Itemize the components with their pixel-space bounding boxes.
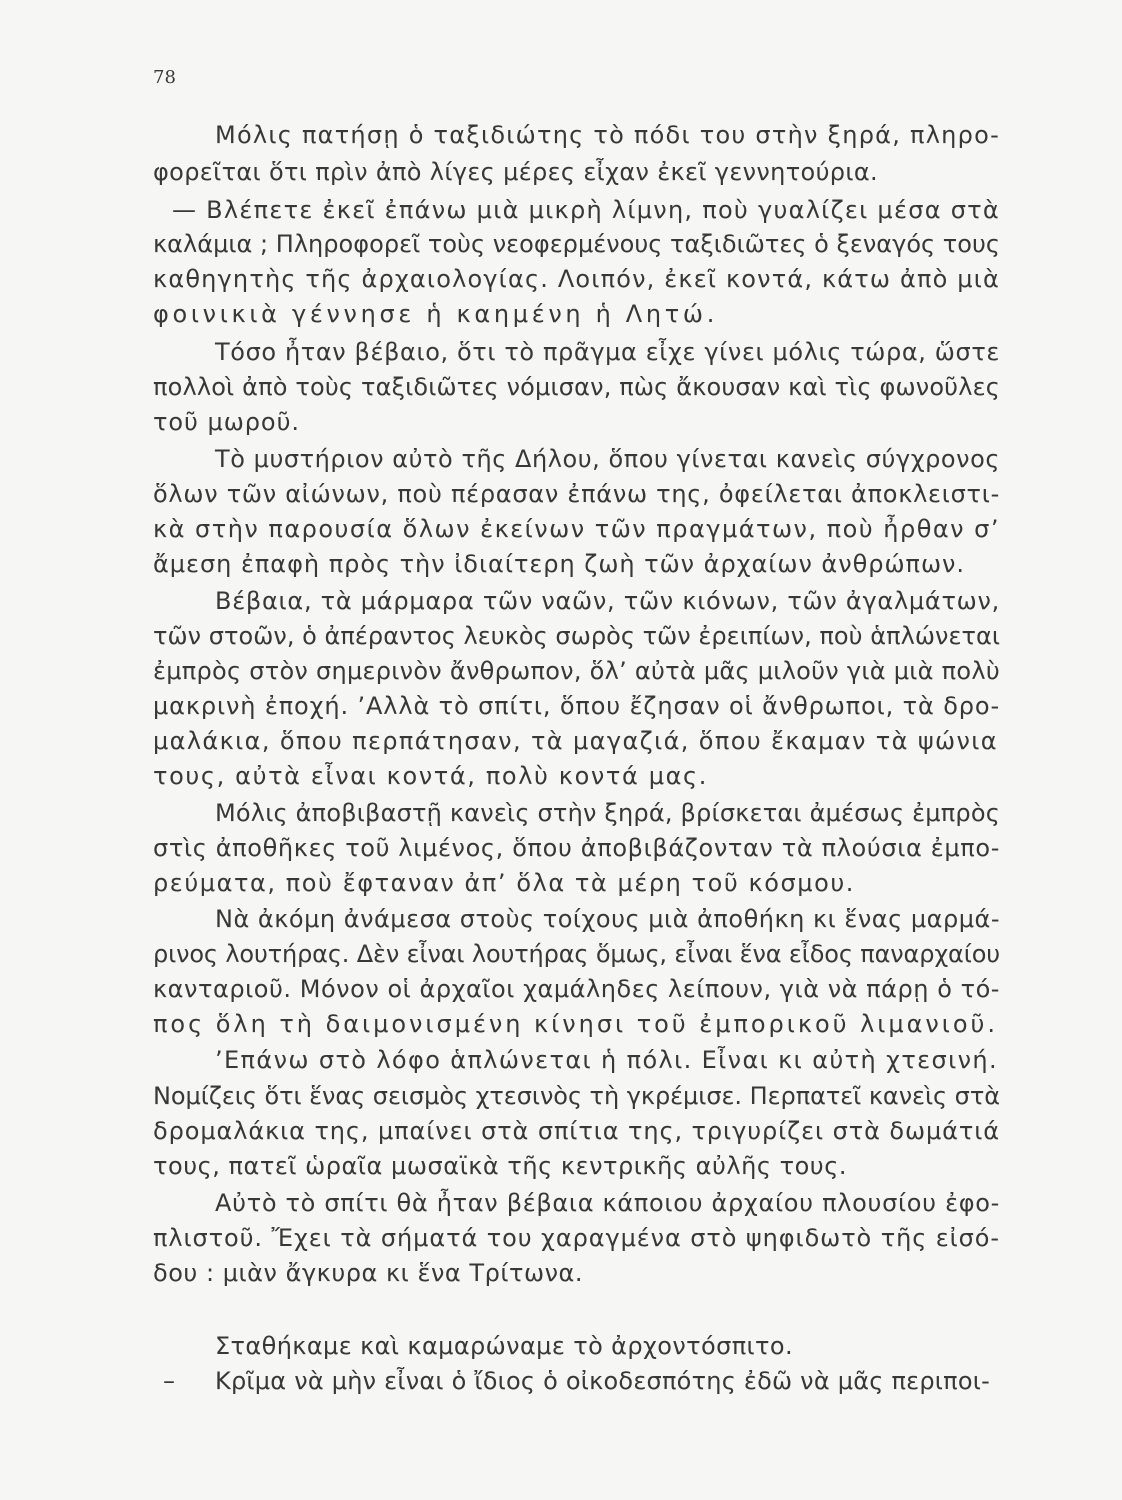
text-line: Μόλις ἀποβιβαστῇ κανεὶς στὴν ξηρά, βρίσκεται ἀμέσως ἐμπρὸς bbox=[215, 799, 1000, 827]
text-line: ἄμεση ἐπαφὴ πρὸς τὴν ἰδιαίτερη ζωὴ τῶν ἀρχαίων ἀνθρώπων. bbox=[153, 550, 965, 578]
text-line: τοῦ μωροῦ. bbox=[153, 408, 300, 436]
text-line: Αὐτὸ τὸ σπίτι θὰ ἦταν βέβαια κάποιου ἀρχαίου πλουσίου ἐφο- bbox=[215, 1189, 1000, 1217]
text-line: κανταριοῦ. Μόνον οἱ ἀρχαῖοι χαμάληδες λείπουν, γιὰ νὰ πάρῃ ὁ τό- bbox=[153, 975, 1000, 1003]
text-line: ἐμπρὸς στὸν σημερινὸν ἄνθρωπον, ὅλ’ αὐτὰ μᾶς μιλοῦν γιὰ μιὰ πολὺ bbox=[153, 657, 1000, 685]
text-line: Νὰ ἀκόμη ἀνάμεσα στοὺς τοίχους μιὰ ἀποθήκη κι ἕνας μαρμά- bbox=[215, 905, 1000, 933]
text-line: ρεύματα, ποὺ ἔφταναν ἀπ’ ὅλα τὰ μέρη τοῦ κόσμου. bbox=[153, 869, 855, 897]
text-line: πος ὅλη τὴ δαιμονισμένη κίνησι τοῦ ἐμπορικοῦ λιμανιοῦ. bbox=[153, 1010, 998, 1038]
text-line: Τόσο ἦταν βέβαιο, ὅτι τὸ πρᾶγμα εἶχε γίνει μόλις τώρα, ὥστε bbox=[215, 338, 1000, 366]
text-line: κὰ στὴν παρουσία ὅλων ἐκείνων τῶν πραγμάτων, ποὺ ἦρθαν σ’ bbox=[153, 515, 1000, 543]
text-line: δρομαλάκια της, μπαίνει στὰ σπίτια της, τριγυρίζει στὰ δωμάτιά bbox=[153, 1117, 1000, 1145]
text-line: Σταθήκαμε καὶ καμαρώναμε τὸ ἀρχοντόσπιτο. bbox=[215, 1332, 793, 1360]
text-line: Βέβαια, τὰ μάρμαρα τῶν ναῶν, τῶν κιόνων, τῶν ἀγαλμάτων, bbox=[215, 587, 1000, 615]
text-line: τους, αὐτὰ εἶναι κοντά, πολὺ κοντά μας. bbox=[153, 762, 708, 790]
text-line: καλάμια ; Πληροφορεῖ τοὺς νεοφερμένους ταξιδιῶτες ὁ ξεναγός τους bbox=[153, 230, 1000, 258]
text-line: τῶν στοῶν, ὁ ἀπέραντος λευκὸς σωρὸς τῶν ἐρειπίων, ποὺ ἁπλώνεται bbox=[153, 622, 1000, 650]
text-line: — Βλέπετε ἐκεῖ ἐπάνω μιὰ μικρὴ λίμνη, ποὺ γυαλίζει μέσα στὰ bbox=[172, 196, 1000, 224]
text-line: Μόλις πατήσῃ ὁ ταξιδιώτης τὸ πόδι του στὴν ξηρά, πληρο- bbox=[215, 121, 1000, 149]
text-line: Τὸ μυστήριον αὐτὸ τῆς Δήλου, ὅπου γίνεται κανεὶς σύγχρονος bbox=[215, 445, 1000, 473]
text-line: ’Επάνω στὸ λόφο ἁπλώνεται ἡ πόλι. Εἶναι κι αὐτὴ χτεσινή. bbox=[215, 1046, 998, 1074]
text-line: μαλάκια, ὅπου περπάτησαν, τὰ μαγαζιά, ὅπου ἔκαμαν τὰ ψώνια bbox=[153, 727, 998, 755]
text-line: Νομίζεις ὅτι ἕνας σεισμὸς χτεσινὸς τὴ γκρέμισε. Περπατεῖ κανεὶς στὰ bbox=[153, 1082, 1000, 1110]
text-line: φορεῖται ὅτι πρὶν ἀπὸ λίγες μέρες εἶχαν ἐκεῖ γεννητούρια. bbox=[153, 158, 878, 186]
page-number: 78 bbox=[153, 67, 176, 88]
text-line: τους, πατεῖ ὡραῖα μωσαϊκὰ τῆς κεντρικῆς αὐλῆς τους. bbox=[153, 1152, 847, 1180]
text-line: Κρῖμα νὰ μὴν εἶναι ὁ ἴδιος ὁ οἰκοδεσπότης ἐδῶ νὰ μᾶς περιποι- bbox=[215, 1367, 990, 1395]
text-line: μακρινὴ ἐποχή. ’Αλλὰ τὸ σπίτι, ὅπου ἔζησαν οἱ ἄνθρωποι, τὰ δρο- bbox=[153, 692, 1000, 720]
text-line: ὅλων τῶν αἰώνων, ποὺ πέρασαν ἐπάνω της, ὀφείλεται ἀποκλειστι- bbox=[153, 480, 1000, 508]
text-line: φοινικιὰ γέννησε ἡ καημένη ἡ Λητώ. bbox=[153, 300, 718, 328]
text-line: ρινος λουτήρας. Δὲν εἶναι λουτήρας ὅμως, εἶναι ἕνα εἶδος παναρχαίου bbox=[153, 940, 1001, 968]
text-line: δου : μιὰν ἄγκυρα κι ἕνα Τρίτωνα. bbox=[153, 1259, 583, 1287]
text-line: στὶς ἀποθῆκες τοῦ λιμένος, ὅπου ἀποβιβάζονταν τὰ πλούσια ἐμπο- bbox=[153, 834, 1000, 862]
dialogue-dash: – bbox=[163, 1367, 175, 1395]
text-line: πλιστοῦ. Ἔχει τὰ σήματά του χαραγμένα στὸ ψηφιδωτὸ τῆς εἰσό- bbox=[153, 1224, 1000, 1252]
text-line: πολλοὶ ἀπὸ τοὺς ταξιδιῶτες νόμισαν, πὼς ἄκουσαν καὶ τὶς φωνοῦλες bbox=[153, 373, 1000, 401]
text-line: καθηγητὴς τῆς ἀρχαιολογίας. Λοιπόν, ἐκεῖ κοντά, κάτω ἀπὸ μιὰ bbox=[153, 265, 1000, 293]
